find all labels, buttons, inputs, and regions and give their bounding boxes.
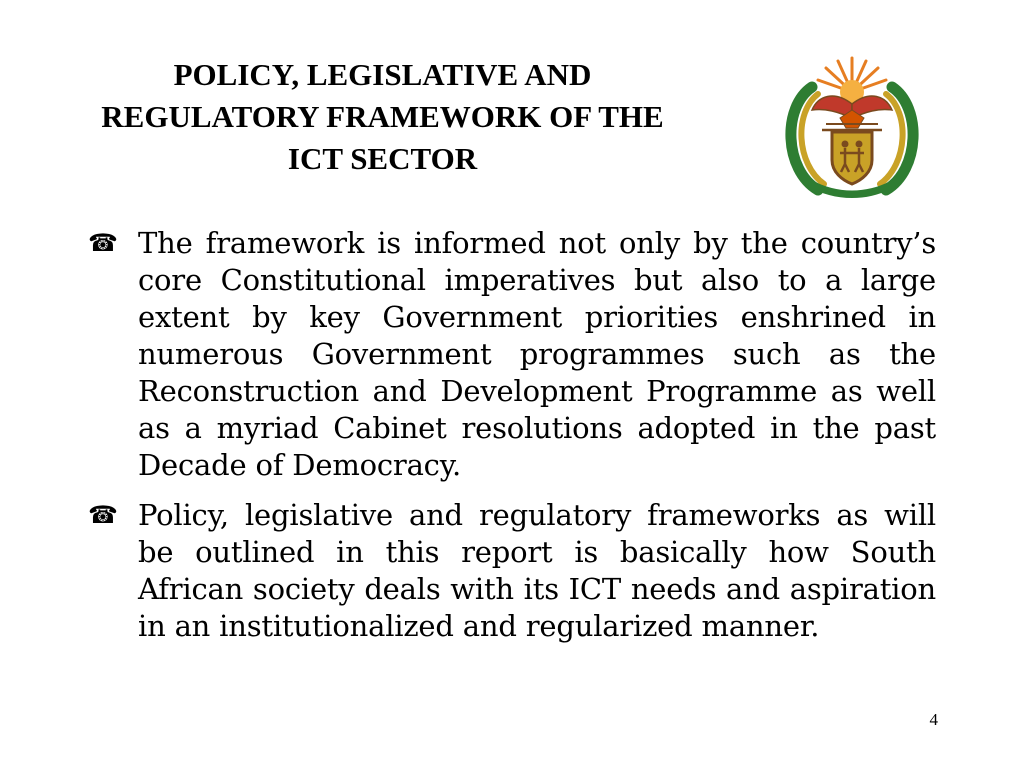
bullet-text: The framework is informed not only by the country’s core Constitutional imperatives but also to a large extent by key Government priorities enshrined in numerous Government programmes such as the Reconstruction and Development Programme as well as a myriad Cabinet resolutions adopted in the past Decade of Democracy.: [138, 226, 936, 482]
bullet-list: [88, 225, 936, 658]
telephone-icon: ☎: [88, 229, 118, 257]
list-item: [88, 497, 936, 645]
telephone-icon: ☎: [88, 501, 118, 529]
slide-title: POLICY, LEGISLATIVE AND REGULATORY FRAMEWORK OF THE ICT SECTOR: [101, 57, 664, 176]
list-item: [88, 225, 936, 484]
bullet-text: Policy, legislative and regulatory frameworks as will be outlined in this report is basically how South African society deals with its ICT needs and aspiration in an institutionalized and regularized manner.: [138, 498, 936, 643]
coat-of-arms-icon: [778, 52, 926, 202]
page-number: 4: [929, 710, 938, 729]
